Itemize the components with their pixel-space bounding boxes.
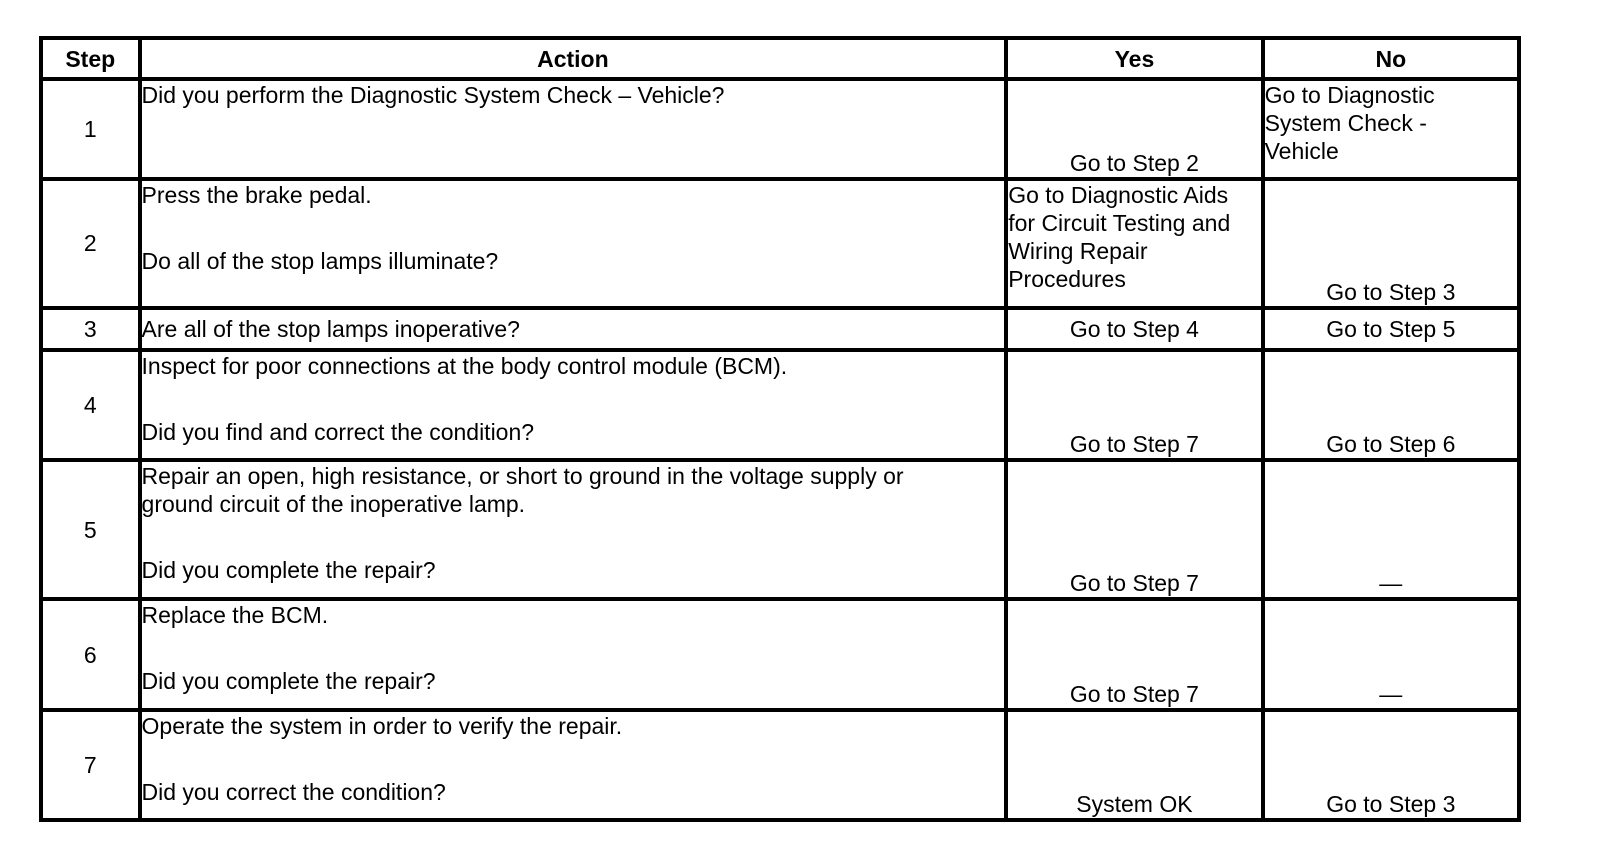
action-cell bbox=[140, 79, 1007, 179]
yes-text: Go to Step 4 bbox=[1069, 315, 1199, 342]
table-row bbox=[41, 179, 1519, 308]
step-number: 4 bbox=[41, 350, 140, 460]
no-cell bbox=[1263, 179, 1519, 308]
table-row bbox=[41, 710, 1519, 820]
action-question: Did you find and correct the condition? bbox=[141, 419, 535, 446]
yes-text: Go to Step 7 bbox=[1069, 570, 1199, 597]
no-cell bbox=[1263, 350, 1519, 460]
yes-text: Go to Step 7 bbox=[1069, 680, 1199, 707]
header-yes: Yes bbox=[1006, 38, 1262, 79]
action-cell bbox=[140, 350, 1007, 460]
step-number: 3 bbox=[41, 308, 140, 350]
action-question: Did you correct the condition? bbox=[141, 778, 446, 805]
action-cell bbox=[140, 460, 1007, 599]
action-cell bbox=[140, 308, 1007, 350]
action-cell bbox=[140, 179, 1007, 308]
yes-cell bbox=[1006, 179, 1262, 308]
yes-cell bbox=[1006, 599, 1262, 709]
diagnostic-table bbox=[39, 36, 1521, 822]
step-number: 7 bbox=[41, 710, 140, 820]
yes-text: System OK bbox=[1076, 791, 1193, 817]
table-row bbox=[41, 460, 1519, 599]
step-number: 6 bbox=[41, 599, 140, 709]
no-cell bbox=[1263, 460, 1519, 599]
table-row bbox=[41, 350, 1519, 460]
action-text: Are all of the stop lamps inoperative? bbox=[141, 315, 520, 342]
table-row bbox=[41, 79, 1519, 179]
action-text: Press the brake pedal. bbox=[141, 181, 372, 208]
no-cell bbox=[1263, 599, 1519, 709]
no-text: Go to Step 6 bbox=[1326, 431, 1456, 458]
action-question: Did you complete the repair? bbox=[141, 557, 436, 584]
yes-cell bbox=[1006, 710, 1262, 820]
yes-cell bbox=[1006, 79, 1262, 179]
yes-text: Go to Step 2 bbox=[1069, 149, 1199, 176]
no-text: Go to Diagnostic System Check - Vehicle bbox=[1264, 82, 1435, 164]
action-question: Did you complete the repair? bbox=[141, 668, 436, 695]
table-row bbox=[41, 308, 1519, 350]
yes-cell bbox=[1006, 350, 1262, 460]
no-text: Go to Step 3 bbox=[1326, 278, 1456, 305]
table-row bbox=[41, 599, 1519, 709]
yes-cell bbox=[1006, 308, 1262, 350]
action-question: Do all of the stop lamps illuminate? bbox=[141, 247, 499, 274]
action-text: Repair an open, high resistance, or short to ground in the voltage supply or ground circuit of the inoperative lamp. bbox=[141, 463, 904, 518]
step-number: 2 bbox=[41, 179, 140, 308]
action-text: Replace the BCM. bbox=[141, 602, 329, 629]
action-cell bbox=[140, 599, 1007, 709]
header-step: Step bbox=[41, 38, 140, 79]
header-row bbox=[41, 38, 1519, 79]
no-cell bbox=[1263, 79, 1519, 179]
yes-text: Go to Step 7 bbox=[1069, 431, 1199, 458]
no-cell bbox=[1263, 710, 1519, 820]
step-number: 1 bbox=[41, 79, 140, 179]
action-text: Inspect for poor connections at the body control module (BCM). bbox=[141, 353, 788, 380]
no-text: — bbox=[1379, 570, 1403, 597]
step-number: 5 bbox=[41, 460, 140, 599]
no-text: — bbox=[1379, 680, 1403, 707]
yes-text: Go to Diagnostic Aids for Circuit Testing and Wiring Repair Procedures bbox=[1008, 181, 1231, 292]
action-text: Did you perform the Diagnostic System Check – Vehicle? bbox=[141, 82, 725, 108]
no-text: Go to Step 3 bbox=[1326, 791, 1456, 817]
action-text: Operate the system in order to verify the repair. bbox=[141, 712, 623, 739]
yes-cell bbox=[1006, 460, 1262, 599]
action-cell bbox=[140, 710, 1007, 820]
header-action: Action bbox=[140, 38, 1007, 79]
no-cell bbox=[1263, 308, 1519, 350]
header-no: No bbox=[1263, 38, 1519, 79]
no-text: Go to Step 5 bbox=[1326, 315, 1456, 342]
